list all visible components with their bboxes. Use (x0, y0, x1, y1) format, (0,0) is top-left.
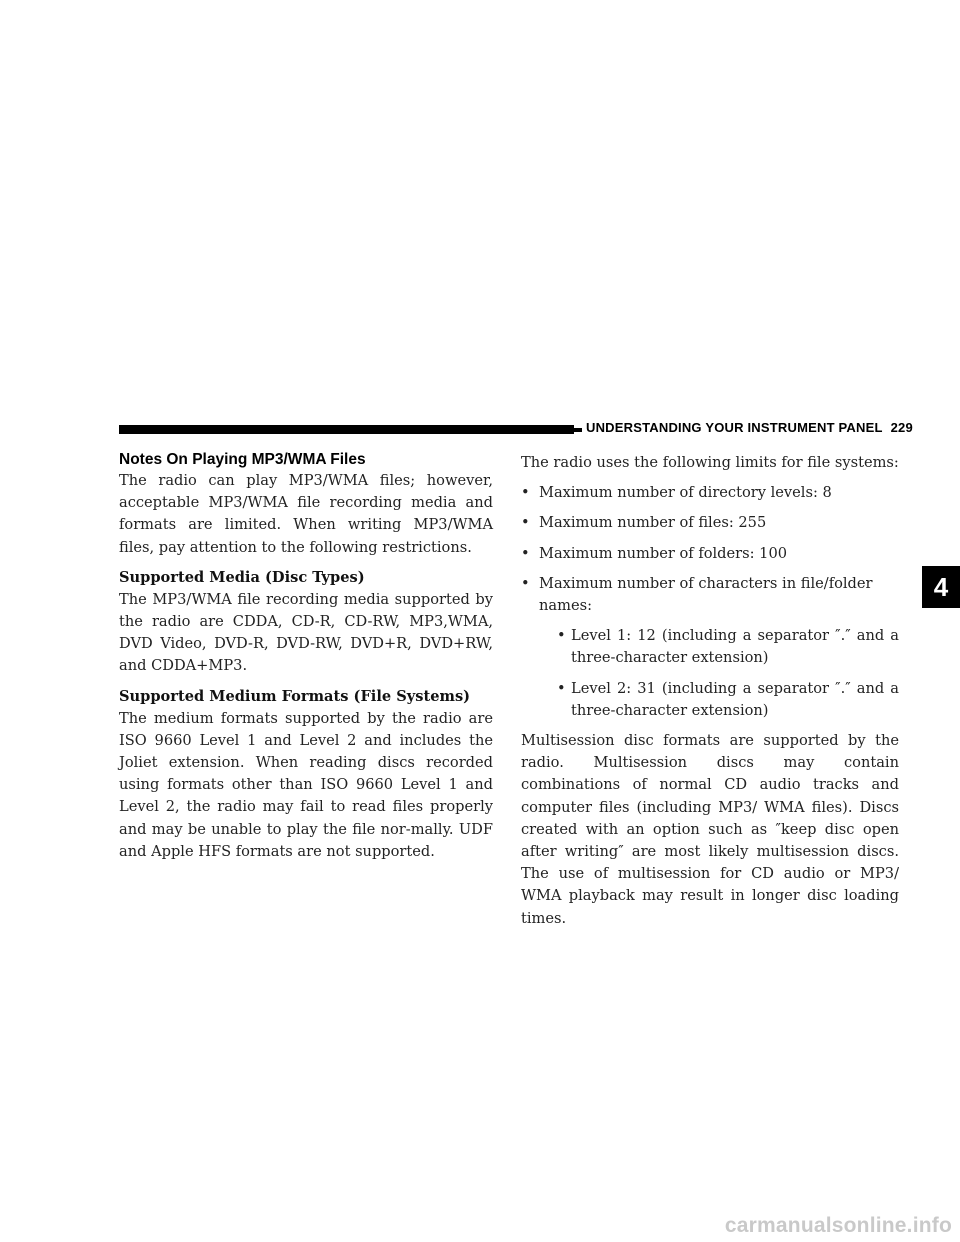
sub-list-item (557, 678, 899, 722)
list-item-text: Maximum number of directory levels: 8 (539, 484, 832, 502)
section-title: Notes On Playing MP3/WMA Files (119, 451, 366, 468)
list-item (521, 512, 899, 534)
list-item (521, 543, 899, 565)
list-item-text: Maximum number of folders: 100 (539, 544, 788, 562)
list-item (521, 482, 899, 504)
multisession-paragraph: Multisession disc formats are supported by the radio. Multisession discs may contain combinations of normal CD audio tracks and computer files (including MP3/ WMA files). Discs created with an option such as ″keep disc open after writing″ are most likely multisession discs. The use of multisession for CD audio or MP3/ WMA playback may result in longer disc loading times. (521, 732, 899, 927)
left-column (119, 450, 493, 863)
right-column (521, 450, 899, 930)
header-title: UNDERSTANDING YOUR INSTRUMENT PANEL (586, 420, 883, 435)
supported-media-paragraph: The MP3/WMA file recording media supported by the radio are CDDA, CD-R, CD-RW, MP3,WMA, DVD Video, DVD-R, DVD-RW, DVD+R, DVD+RW, and CDDA+MP3. (119, 590, 493, 675)
chapter-tab: 4 (922, 566, 960, 608)
spacer (521, 722, 899, 730)
limits-list (521, 482, 899, 722)
list-item-text: Maximum number of files: 255 (539, 514, 767, 532)
limits-intro: The radio uses the following limits for file systems: (521, 454, 899, 471)
supported-media-heading: Supported Media (Disc Types) (119, 568, 365, 586)
sub-list-item-text: Level 2: 31 (including a separator ″.″ and a three-character extension) (571, 679, 899, 719)
list-item (521, 573, 899, 722)
header-rule (119, 425, 574, 434)
supported-formats-heading: Supported Medium Formats (File Systems) (119, 687, 471, 705)
page-number: 229 (890, 420, 913, 435)
intro-paragraph: The radio can play MP3/WMA files; however, acceptable MP3/WMA file recording media and formats are limited. When writing MP3/WMA files, pay attention to the following restrictions. (119, 472, 493, 556)
list-item-text: Maximum number of characters in file/folder names: (539, 574, 873, 615)
running-header (586, 420, 913, 435)
sub-list-item (557, 625, 899, 669)
supported-formats-paragraph: The medium formats supported by the radio are ISO 9660 Level 1 and Level 2 and includes the Joliet extension. When reading discs recorded using formats other than ISO 9660 Level 1 and Level 2, the radio may fail to read files properly and may be unable to play the file nor-mally. UDF and Apple HFS formats are not supported. (119, 709, 493, 860)
sub-list-item-text: Level 1: 12 (including a separator ″.″ and a three-character extension) (571, 627, 899, 667)
header-rule-tail (574, 428, 582, 432)
watermark: carmanualsonline.info (724, 1214, 952, 1237)
name-length-list (539, 625, 899, 722)
